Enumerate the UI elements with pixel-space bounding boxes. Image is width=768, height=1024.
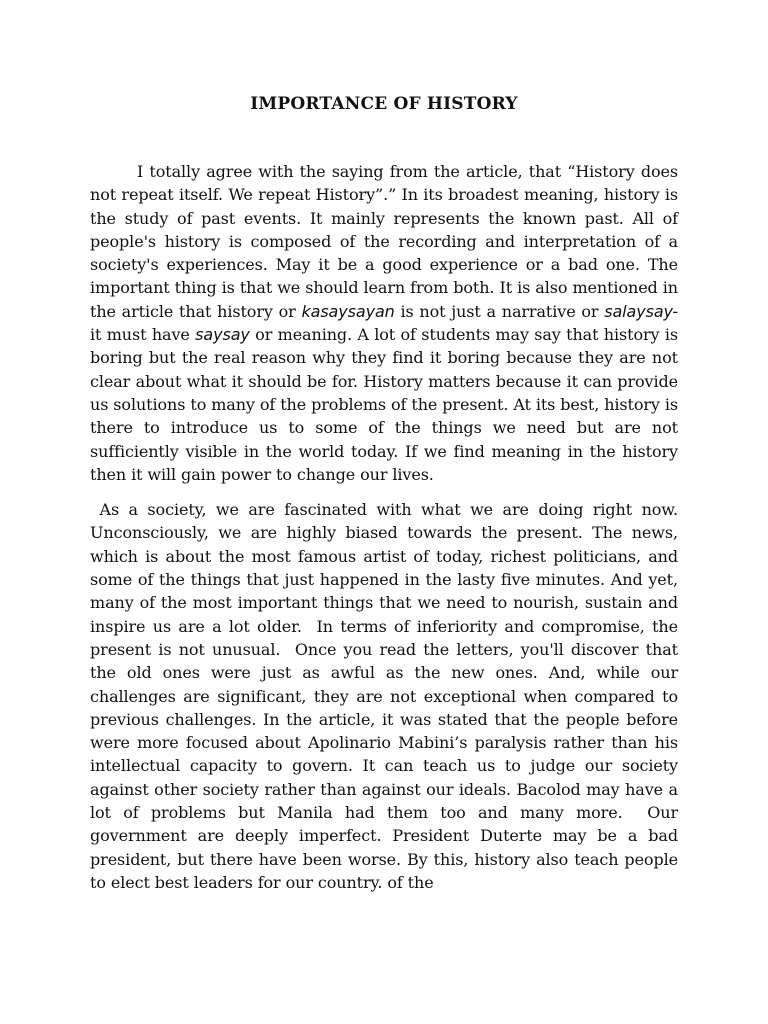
paragraph-1-text-b: is not just a narrative or <box>394 301 605 321</box>
term-salaysay: salaysay- <box>604 301 678 321</box>
term-saysay: saysay <box>195 325 250 345</box>
document-title: IMPORTANCE OF HISTORY <box>250 94 518 114</box>
paragraph-1 <box>90 160 678 486</box>
paragraph-1-text-a: I totally agree with the saying from the article, that “History does not repeat itself. We repeat History”.” In its broadest meaning, history is the study of past events. It mainly represents the known past. All of people's history is composed of the recording and interpretation of a society's experiences. May it be a good experience or a bad one. The important thing is that we should learn from both. It is also mentioned in the article that history or <box>90 162 678 321</box>
paragraph-1-text-c: it must have <box>90 325 196 345</box>
paragraph-2: As a society, we are fascinated with what we are doing right now. Unconsciously, we are highly biased towards the present. The news, which is about the most famous artist of today, richest politicians, and some of the things that just happened in the lasty five minutes. And yet, many of the most important things that we need to nourish, sustain and inspire us are a lot older. In terms of inferiority and compromise, the present is not unusual. Once you read the letters, you'll discover that the old ones were just as awful as the new ones. And, while our challenges are significant, they are not exceptional when compared to previous challenges. In the article, it was stated that the people before were more focused about Apolinario Mabini’s paralysis rather than his intellectual capacity to govern. It can teach us to judge our society against other society rather than against our ideals. Bacolod may have a lot of problems but Manila had them too and many more. Our government are deeply imperfect. President Duterte may be a bad president, but there have been worse. By this, history also teach people to elect best leaders for our country. of the <box>90 500 683 892</box>
paragraph-1-text-d: or meaning. A lot of students may say that history is boring but the real reason why they find it boring because they are not clear about what it should be for. History matters because it can provide us solutions to many of the problems of the present. At its best, history is there to introduce us to some of the things we need but are not sufficiently visible in the world today. If we find meaning in the history then it will gain power to change our lives. <box>90 325 678 484</box>
term-kasaysayan: kasaysayan <box>301 301 395 321</box>
document-page <box>90 92 683 894</box>
